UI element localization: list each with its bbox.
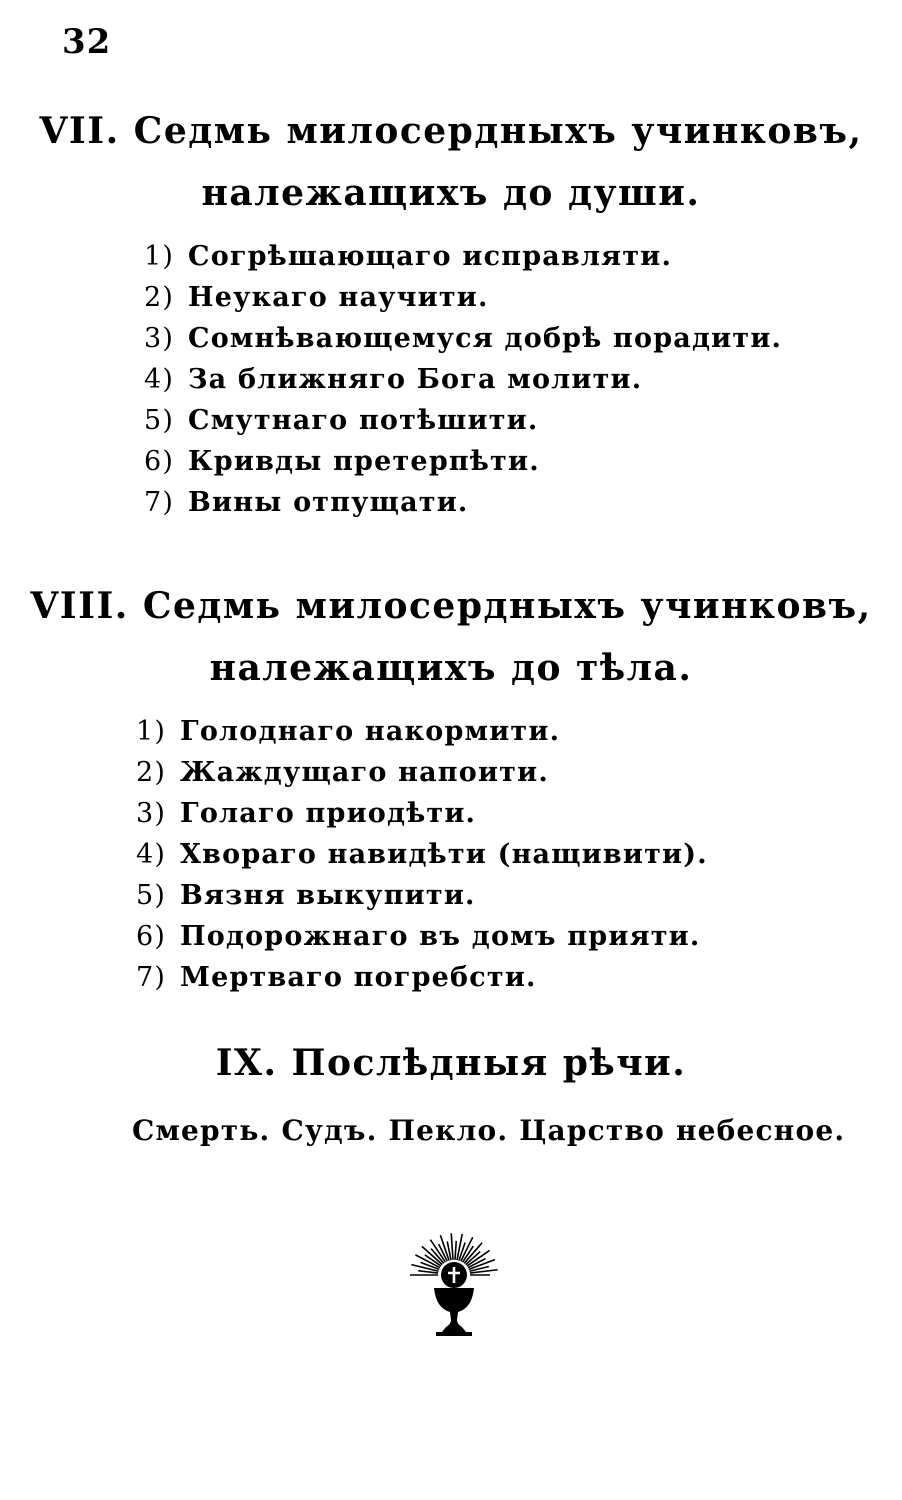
list-item [144,400,902,441]
section-vii [0,100,902,523]
heading-line: VII. Седмь милосердныхъ учинковъ, [39,110,863,152]
list-item [136,834,902,875]
list-item [136,711,902,752]
item-text: Вязня выкупити. [180,880,476,911]
chalice-with-rays-icon [404,1230,504,1340]
list-item [136,793,902,834]
item-text: Вины отпущати. [188,487,469,518]
heading-line: належащихъ до души. [201,172,701,214]
list-item [144,359,902,400]
list [136,711,902,998]
list-item [136,957,902,998]
list-item [144,482,902,523]
item-text: Хвораго навидѣти (нащивити). [180,839,708,870]
section-heading [0,1030,902,1096]
item-number: 2) [136,757,167,788]
list-item [144,277,902,318]
list-item [144,318,902,359]
item-number: 7) [136,962,167,993]
item-text: Голоднаго накормити. [180,716,561,747]
section-viii [0,575,902,998]
heading-line: IX. Послѣдныя рѣчи. [215,1042,687,1084]
list-item [136,752,902,793]
item-text: Сомнѣвающемуся добрѣ порадити. [188,323,783,354]
item-number: 1) [144,241,175,272]
item-text: Мертваго погребсти. [180,962,537,993]
item-text: Неукаго научити. [188,282,489,313]
item-text: Согрѣшающаго исправляти. [188,241,673,272]
section-heading [0,575,902,699]
ray-line [451,1233,453,1260]
item-text: Подорожнаго въ домъ прияти. [180,921,701,952]
list [144,236,902,523]
item-text: Смутнаго потѣшити. [188,405,539,436]
item-number: 6) [144,446,175,477]
list-item [144,236,902,277]
item-number: 1) [136,716,167,747]
item-number: 3) [136,798,167,829]
item-number: 5) [144,405,175,436]
item-number: 4) [144,364,175,395]
item-text: Кривды претерпѣти. [188,446,540,477]
item-text: За ближняго Бога молити. [188,364,643,395]
item-number: 2) [144,282,175,313]
item-number: 7) [144,487,175,518]
section-heading [0,100,902,224]
item-number: 5) [136,880,167,911]
list-item [136,875,902,916]
heading-line: VIII. Седмь милосердныхъ учинковъ, [30,585,872,627]
item-number: 6) [136,921,167,952]
page-number: 32 [62,22,112,62]
item-text: Жаждущаго напоити. [180,757,549,788]
heading-line: належащихъ до тѣла. [209,647,693,689]
list-item [144,441,902,482]
section-ix [0,1030,902,1147]
ray-line [455,1241,456,1260]
last-things-text: Смерть. Судъ. Пекло. Царство небесное. [132,1114,846,1147]
item-number: 4) [136,839,167,870]
list-item [136,916,902,957]
item-number: 3) [144,323,175,354]
item-text: Голаго приодѣти. [180,798,477,829]
